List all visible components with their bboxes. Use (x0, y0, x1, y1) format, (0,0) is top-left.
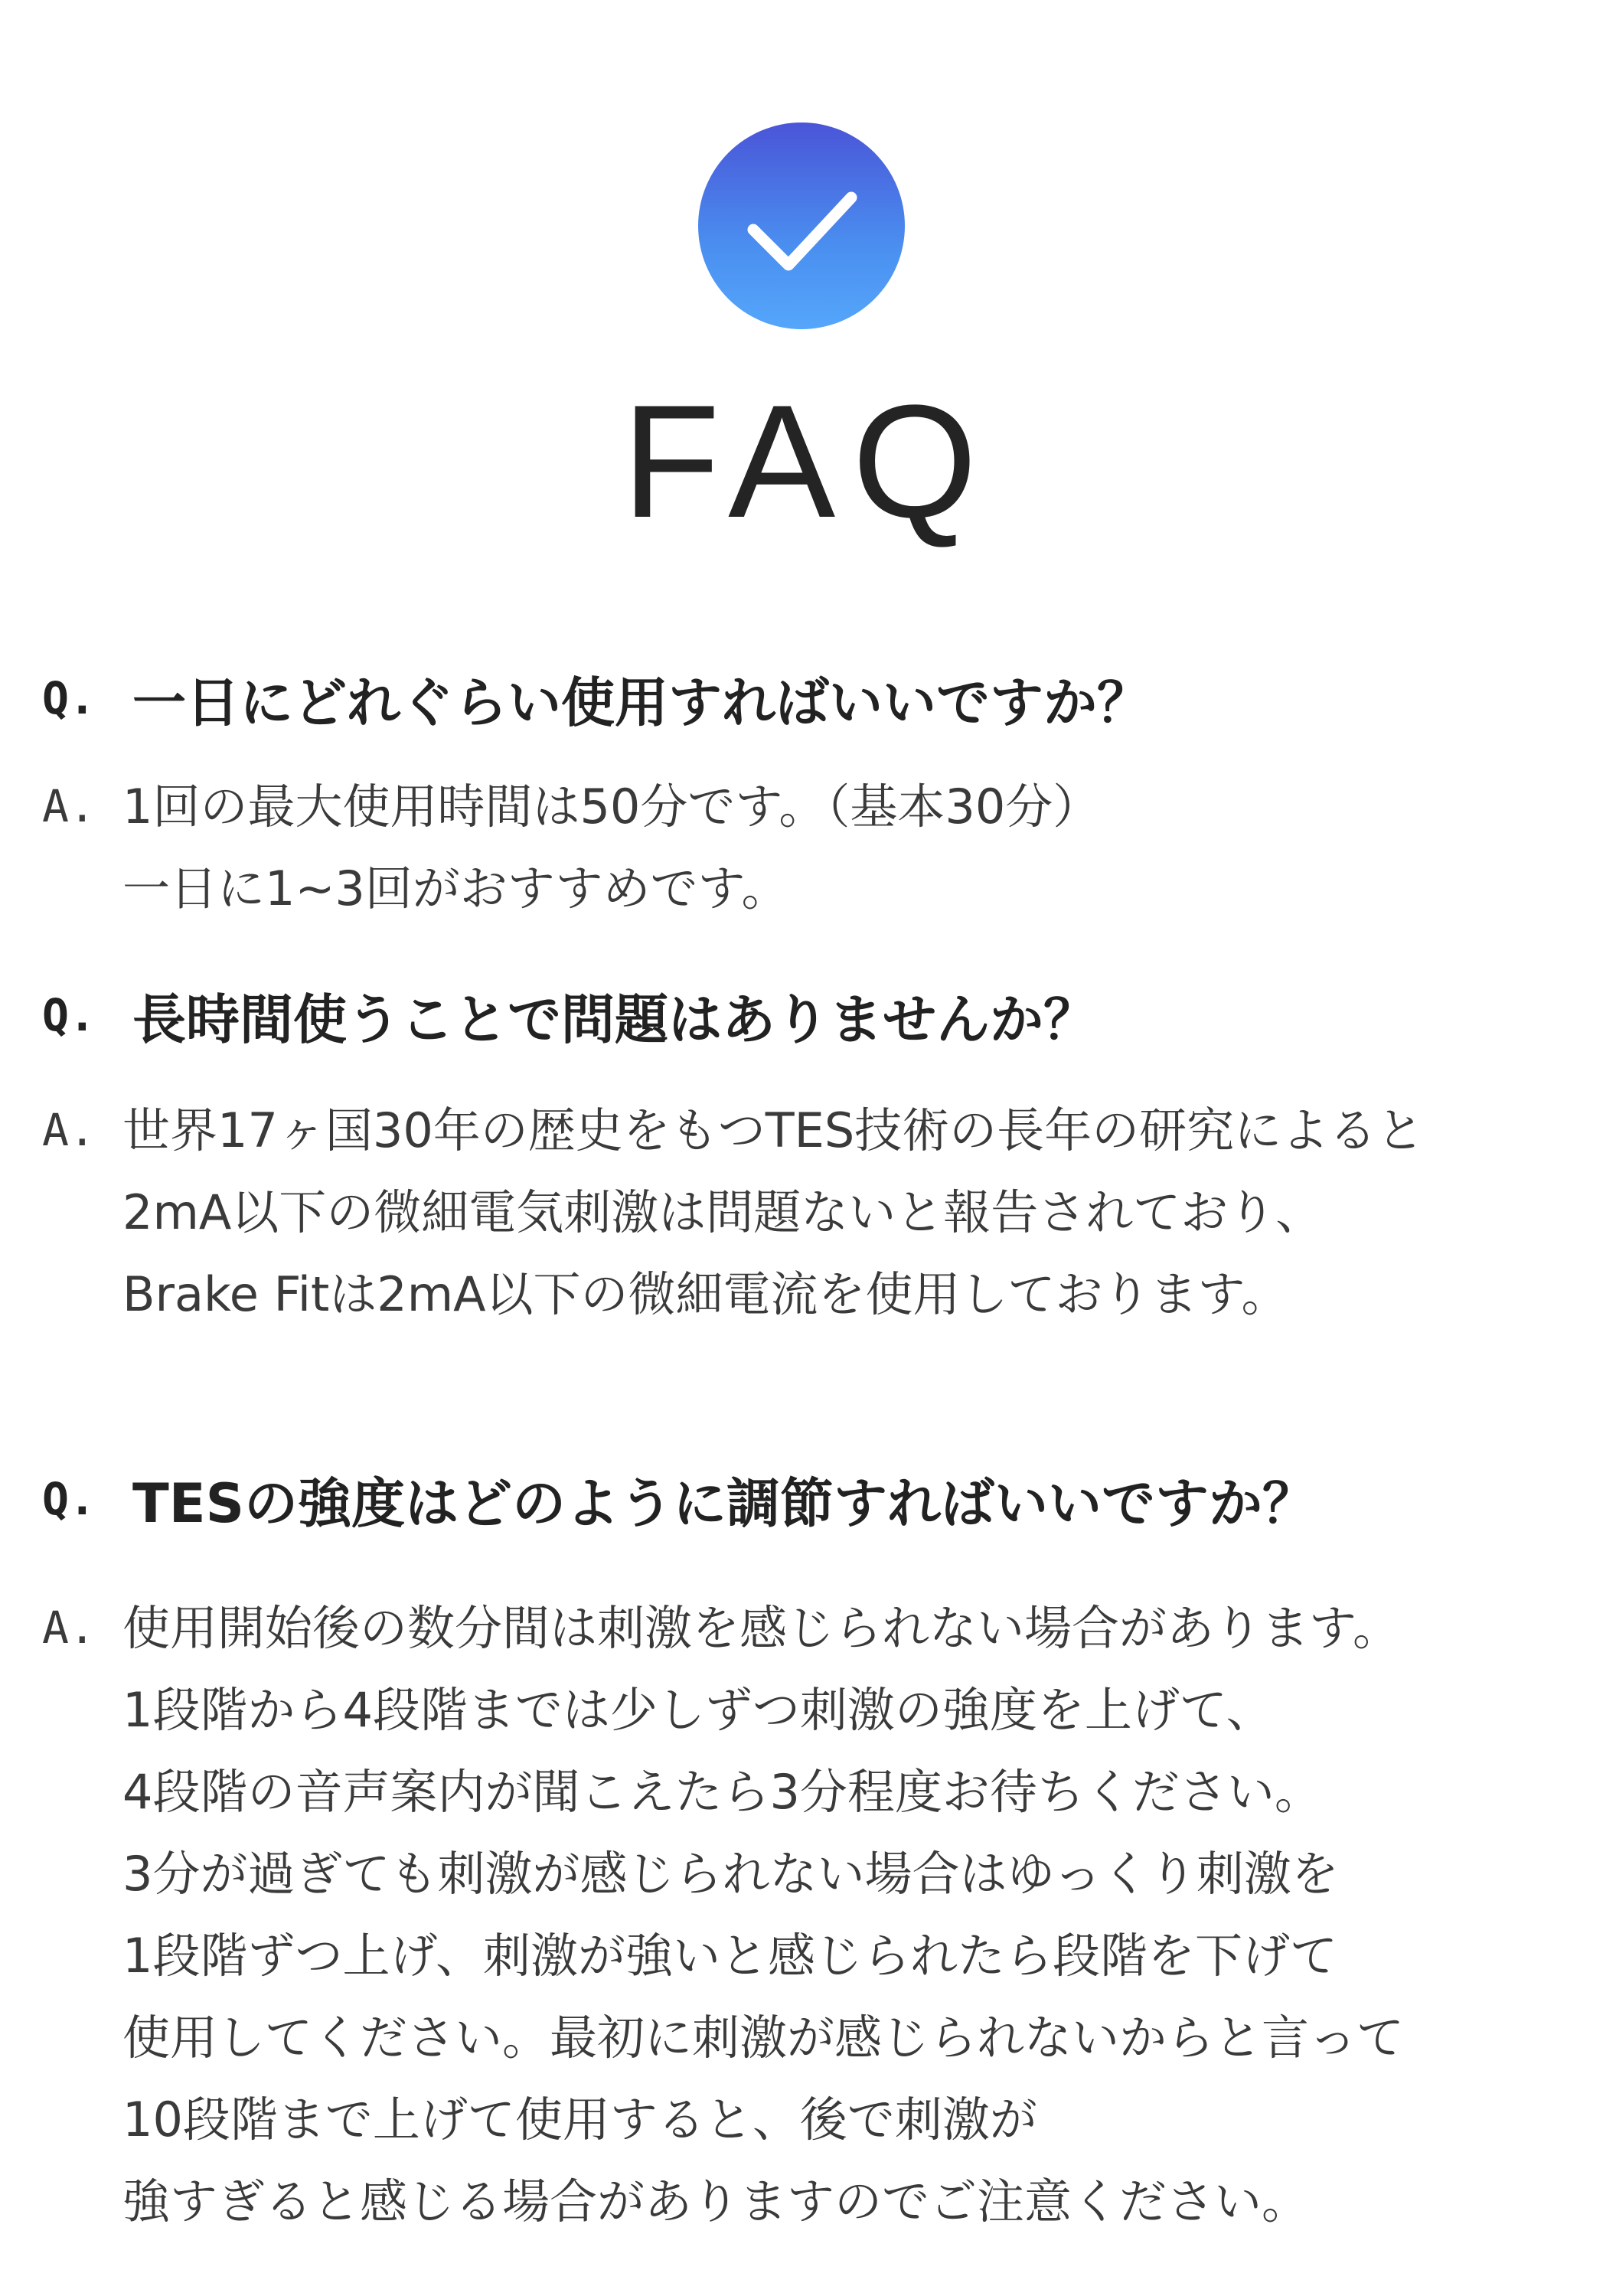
answer-line: 1段階から4段階までは少しずつ刺激の強度を上げて、 (122, 1682, 1274, 1738)
faq-answer (122, 1089, 1424, 1335)
faq-answer (122, 1587, 1404, 2242)
question-marker: Q. (42, 672, 96, 724)
answer-line: 4段階の音声案内が聞こえたら3分程度お待ちください。 (122, 1764, 1322, 1820)
faq-question (42, 660, 1151, 736)
answer-line: 使用開始後の数分間は刺激を感じられない場合があります。 (122, 1600, 1401, 1656)
answer-line: 一日に1~3回がおすすめです。 (122, 861, 789, 916)
question-marker: Q. (42, 1473, 96, 1525)
answer-line: 2mA以下の微細電気刺激は問題ないと報告されており、 (122, 1184, 1324, 1240)
answer-line: 1回の最大使用時間は50分です。（基本30分） (122, 779, 1101, 834)
faq-question (42, 977, 1097, 1053)
answer-marker: A. (42, 1104, 96, 1156)
answer-marker: A. (42, 780, 96, 832)
faq-question (42, 1461, 1316, 1537)
answer-line: 10段階まで上げて使用すると、後で刺激が (122, 2092, 1037, 2147)
answer-line: 1段階ずつ上げ、刺激が強いと感じられたら段階を下げて (122, 1928, 1337, 1984)
question-marker: Q. (42, 989, 96, 1041)
answer-line: 使用してください。最初に刺激が感じられないからと言って (122, 2010, 1405, 2066)
question-text: 一日にどれぐらい使用すればいいですか？ (132, 671, 1151, 734)
check-circle-icon (698, 122, 905, 329)
question-text: TESの強度はどのように調節すればいいですか？ (132, 1471, 1316, 1535)
answer-line: Brake Fitは2mA以下の微細電流を使用しております。 (122, 1266, 1289, 1322)
answer-marker: A. (42, 1602, 96, 1654)
answer-line: 3分が過ぎても刺激が感じられない場合はゆっくり刺激を (122, 1846, 1339, 1902)
answer-line: 強すぎると感じる場合がありますのでご注意ください。 (122, 2174, 1310, 2229)
answer-line: 世界17ヶ国30年の歴史をもつTES技術の長年の研究によると (122, 1102, 1425, 1158)
question-text: 長時間使うことで問題はありませんか？ (132, 988, 1097, 1051)
faq-answer (122, 766, 1100, 929)
page-title: FAQ (622, 371, 994, 551)
